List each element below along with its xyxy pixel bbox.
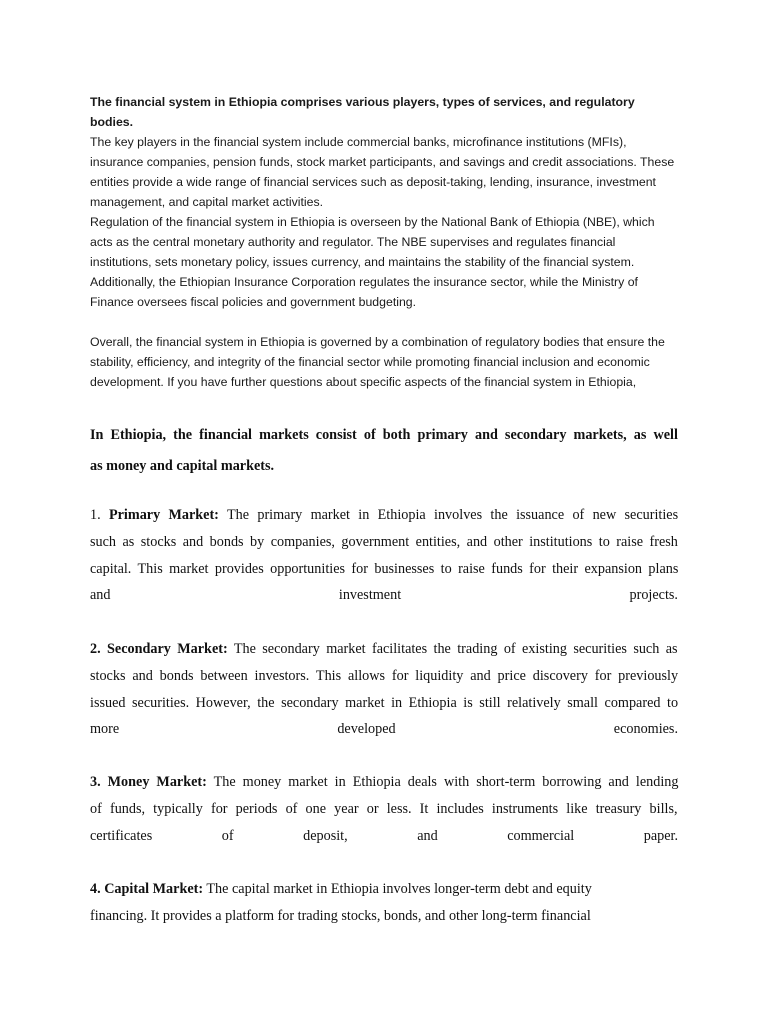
summary-para-1-text: The key players in the financial system include commercial banks, microfinance institutions (MFIs), insurance companies, pension funds, stock market participants, and savings and credit associations. These entities provide a wide range of financial services such as deposit-taking, lending, insurance, investment management, and capital market activities.: [90, 135, 675, 209]
capital-market-line-1: 4. Capital Market: The capital market in Ethiopia involves longer-term debt and equity: [90, 881, 592, 897]
secondary-market-line-2: stocks and bonds between investors. This allows for liquidity and price discovery for previously: [90, 667, 679, 684]
secondary-market-line-1: 2. Secondary Market: The secondary market facilitates the trading of existing securities such as: [90, 641, 678, 657]
secondary-market-line-3: issued securities. However, the secondary market in Ethiopia is still relatively small compared to: [90, 694, 679, 711]
primary-market-line-2: such as stocks and bonds by companies, government entities, and other institutions to raise fresh: [90, 533, 678, 550]
primary-market-section: [90, 502, 678, 609]
primary-market-line-4: and investment projects.: [90, 587, 678, 604]
capital-market-section: [90, 876, 678, 930]
money-market-title: 3. Money Market:: [90, 774, 207, 790]
capital-market-title: 4. Capital Market:: [90, 881, 204, 897]
money-market-line-3: certificates of deposit, and commercial paper.: [90, 827, 678, 844]
summary-heading: The financial system in Ethiopia comprises various players, types of services, and regulatory bodies.: [90, 95, 635, 129]
primary-market-title: Primary Market:: [108, 507, 219, 523]
markets-intro-line-2: as money and capital markets.: [90, 457, 275, 474]
markets-intro-line-1: In Ethiopia, the financial markets consist of both primary and secondary markets, as well: [90, 427, 678, 443]
capital-market-line-2: financing. It provides a platform for trading stocks, bonds, and other long-term financial: [90, 907, 591, 924]
secondary-market-section: [90, 636, 678, 743]
summary-paragraph-1: [90, 92, 678, 212]
markets-intro: [90, 420, 678, 481]
money-market-line-1: 3. Money Market: The money market in Ethiopia deals with short-term borrowing and lending: [90, 774, 679, 790]
primary-market-line-3: capital. This market provides opportunities for businesses to raise funds for their expansion plans: [90, 560, 679, 577]
summary-paragraph-3: Overall, the financial system in Ethiopia is governed by a combination of regulatory bodies that ensure the stability, efficiency, and integrity of the financial sector while promoting financial inclusion and economic development. If you have further questions about specific aspects of the financial system in Ethiopia,: [90, 335, 665, 389]
secondary-market-title: 2. Secondary Market:: [90, 641, 228, 657]
money-market-section: [90, 769, 678, 849]
secondary-market-line-4: more developed economies.: [90, 721, 678, 738]
primary-market-line-1: 1. Primary Market: The primary market in Ethiopia involves the issuance of new securities: [90, 507, 679, 523]
summary-paragraph-2: Regulation of the financial system in Ethiopia is overseen by the National Bank of Ethiopia (NBE), which acts as the central monetary authority and regulator. The NBE supervises and regulates financial institutions, sets monetary policy, issues currency, and maintains the stability of the financial system. Additionally, the Ethiopian Insurance Corporation regulates the insurance sector, while the Ministry of Finance oversees fiscal policies and government budgeting.: [90, 215, 655, 309]
money-market-line-2: of funds, typically for periods of one year or less. It includes instruments like treasury bills,: [90, 800, 678, 817]
